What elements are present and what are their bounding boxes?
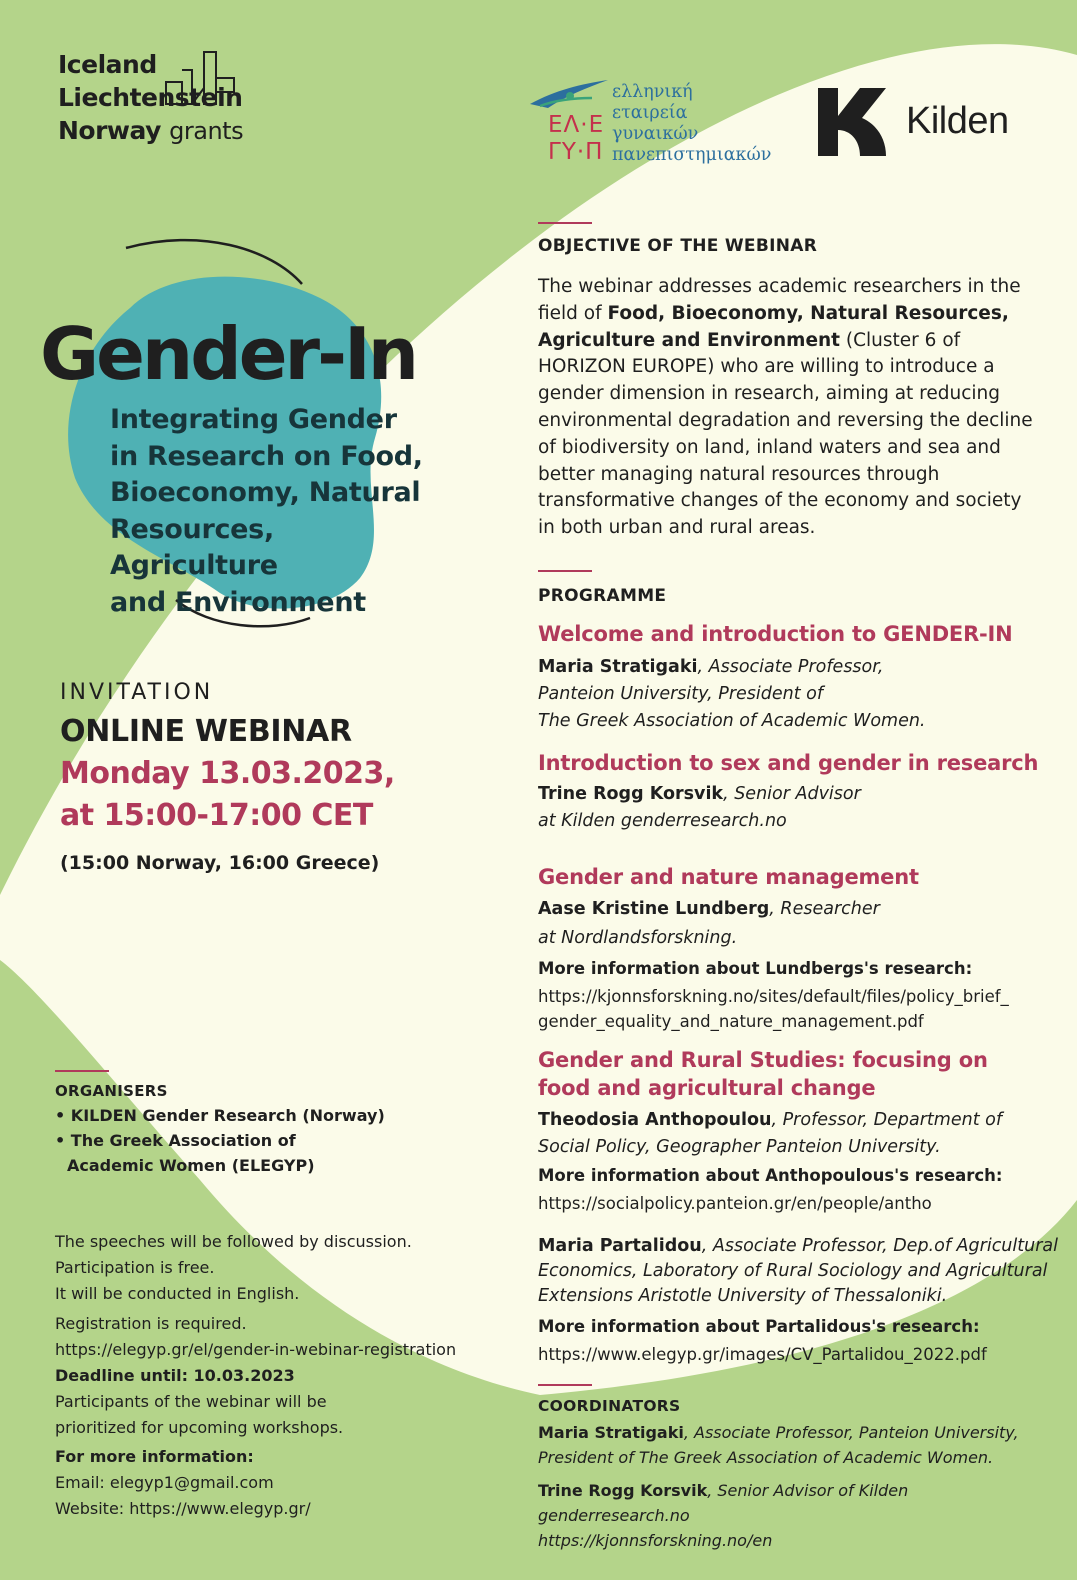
speaker-role: Extensions Aristotle University of Thessaloniki.: [538, 1286, 948, 1306]
research-link[interactable]: https://www.elegyp.gr/images/CV_Partalidou_2022.pdf: [538, 1345, 987, 1364]
speaker-name: Aase Kristine Lundberg: [538, 899, 770, 919]
organiser-item: • KILDEN Gender Research (Norway): [55, 1106, 385, 1125]
subtitle-line: Bioeconomy, Natural: [110, 477, 421, 508]
session-title-line: food and agricultural change: [538, 1076, 876, 1100]
registration-link[interactable]: https://elegyp.gr/el/gender-in-webinar-registration: [55, 1340, 457, 1359]
organiser-item: • The Greek Association of: [55, 1131, 296, 1150]
info-line: Participants of the webinar will be: [55, 1392, 327, 1411]
programme-heading: PROGRAMME: [538, 586, 667, 606]
objective-text: [538, 274, 1038, 542]
info-contact: [55, 1444, 311, 1522]
speaker-role: The Greek Association of Academic Women.: [538, 711, 926, 731]
subtitle-line: in Research on Food,: [110, 440, 423, 472]
organisers-heading: ORGANISERS: [55, 1082, 168, 1100]
contact-heading: For more information:: [55, 1447, 254, 1466]
info-discussion: [55, 1229, 412, 1307]
deadline: Deadline until: 10.03.2023: [55, 1366, 295, 1385]
info-line: It will be conducted in English.: [55, 1284, 300, 1303]
event-subtitle: [110, 402, 450, 621]
objective-rule: [538, 222, 592, 224]
research-link[interactable]: [538, 984, 1009, 1034]
coordinators-heading: COORDINATORS: [538, 1397, 681, 1415]
coordinators-list: [538, 1420, 1058, 1553]
eea-norway: Norway: [58, 116, 161, 145]
organiser-item: Academic Women (ELEGYP): [67, 1156, 315, 1175]
more-info-label: More information about Partalidous's research:: [538, 1317, 980, 1336]
invitation-label: INVITATION: [60, 680, 214, 705]
programme-session-title: Gender and nature management: [538, 865, 919, 889]
eea-line-1: Iceland: [58, 50, 157, 79]
coordinator-role: , Senior Advisor of Kilden genderresearch.no: [538, 1481, 909, 1525]
more-info-label: More information about Anthopoulous's research:: [538, 1166, 1003, 1185]
speaker-role: at Kilden genderresearch.no: [538, 811, 787, 831]
more-info-label: More information about Lundbergs's research:: [538, 959, 973, 978]
eea-grants-logo: [58, 48, 243, 148]
coordinator-role: President of The Greek Association of Academic Women.: [538, 1448, 994, 1467]
objective-heading: OBJECTIVE OF THE WEBINAR: [538, 236, 818, 256]
speaker-role: , Professor, Department of: [771, 1110, 1002, 1130]
event-time: at 15:00-17:00 CET: [60, 798, 373, 833]
programme-speaker: [538, 1107, 1002, 1161]
elegyp-name-line: πανεπιστημιακών: [612, 145, 772, 165]
elegyp-acronym: [548, 112, 604, 166]
speaker-name: Trine Rogg Korsvik: [538, 784, 724, 804]
subtitle-line: Resources, Agriculture: [110, 513, 278, 581]
registration-text: Registration is required.: [55, 1314, 247, 1333]
session-title-line: Gender and Rural Studies: focusing on: [538, 1048, 988, 1072]
coordinator-role: , Associate Professor, Panteion University,: [683, 1423, 1019, 1442]
eea-grants-mark-icon: [164, 48, 236, 108]
elegyp-name: [612, 82, 771, 166]
programme-speaker: [538, 1234, 1058, 1309]
speaker-role: , Researcher: [769, 899, 880, 919]
event-title: Gender-In: [40, 312, 416, 396]
coordinators-rule: [538, 1384, 592, 1386]
elegyp-logo: [526, 76, 796, 166]
research-link-line: https://kjonnsforskning.no/sites/default/files/policy_brief_: [538, 987, 1009, 1006]
info-registration: [55, 1311, 456, 1441]
elegyp-name-line: εταιρεία: [612, 103, 688, 123]
coordinator-link[interactable]: https://kjonnsforskning.no/en: [538, 1531, 773, 1550]
programme-session-title: [538, 1046, 988, 1102]
elegyp-name-line: ελληνική: [612, 82, 693, 102]
speaker-role: , Associate Professor,: [697, 657, 884, 677]
speaker-role: Panteion University, President of: [538, 684, 824, 704]
programme-speaker: [538, 781, 861, 835]
programme-session-title: Introduction to sex and gender in research: [538, 751, 1039, 775]
objective-text-end: (Cluster 6 of HORIZON EUROPE) who are willing to introduce a gender dimension in research, aiming at reducing environmental degradation and reversing the decline of biodiversity on land, inland waters and sea and better managing natural resources through transformative changes of the economy and society in both urban and rural areas.: [538, 329, 1033, 539]
objective-text-start: The webinar addresses academic researchers in the field of: [538, 276, 1021, 324]
elegyp-acronym-bottom: ΓΥ·Π: [548, 139, 604, 165]
eea-line-2: Liechtenstein: [58, 83, 243, 112]
speaker-name: Maria Stratigaki: [538, 657, 698, 677]
subtitle-line: and Environment: [110, 586, 366, 618]
research-link-line: gender_equality_and_nature_management.pdf: [538, 1012, 924, 1031]
programme-speaker: [538, 896, 880, 952]
coordinator-name: Trine Rogg Korsvik: [538, 1481, 708, 1500]
organisers-rule: [55, 1070, 109, 1072]
info-line: Participation is free.: [55, 1258, 215, 1277]
programme-rule: [538, 570, 592, 572]
research-link[interactable]: https://socialpolicy.panteion.gr/en/people/antho: [538, 1194, 932, 1213]
speaker-role: at Nordlandsforskning.: [538, 928, 738, 948]
local-times: (15:00 Norway, 16:00 Greece): [60, 852, 380, 874]
contact-email[interactable]: Email: elegyp1@gmail.com: [55, 1473, 274, 1492]
eea-line-3: [58, 114, 243, 148]
programme-speaker: [538, 654, 1058, 735]
contact-website[interactable]: Website: https://www.elegyp.gr/: [55, 1499, 311, 1518]
elegyp-acronym-top: ΕΛ·Ε: [548, 112, 605, 138]
kilden-wordmark: Kilden: [906, 100, 1009, 142]
programme-session-title: Welcome and introduction to GENDER-IN: [538, 622, 1013, 646]
eea-grants: grants: [169, 117, 244, 145]
info-line: The speeches will be followed by discussion.: [55, 1232, 412, 1251]
subtitle-line: Integrating Gender: [110, 404, 397, 435]
elegyp-name-line: γυναικών: [612, 124, 699, 144]
coordinator-name: Maria Stratigaki: [538, 1423, 684, 1442]
speaker-role: , Associate Professor, Dep.of Agricultural: [701, 1236, 1058, 1256]
speaker-role: Social Policy, Geographer Panteion University.: [538, 1137, 941, 1157]
event-date: Monday 13.03.2023,: [60, 756, 395, 791]
speaker-role: , Senior Advisor: [723, 784, 861, 804]
speaker-name: Maria Partalidou: [538, 1236, 702, 1256]
speaker-name: Theodosia Anthopoulou: [538, 1110, 772, 1130]
speaker-role: Economics, Laboratory of Rural Sociology and Agricultural: [538, 1261, 1048, 1281]
kilden-mark-icon: [816, 86, 888, 158]
kilden-logo: [816, 86, 1036, 158]
objective-text-bold: Food, Bioeconomy, Natural Resources, Agriculture and Environment: [538, 302, 1009, 351]
info-line: prioritized for upcoming workshops.: [55, 1418, 344, 1437]
webinar-label: ONLINE WEBINAR: [60, 714, 352, 749]
